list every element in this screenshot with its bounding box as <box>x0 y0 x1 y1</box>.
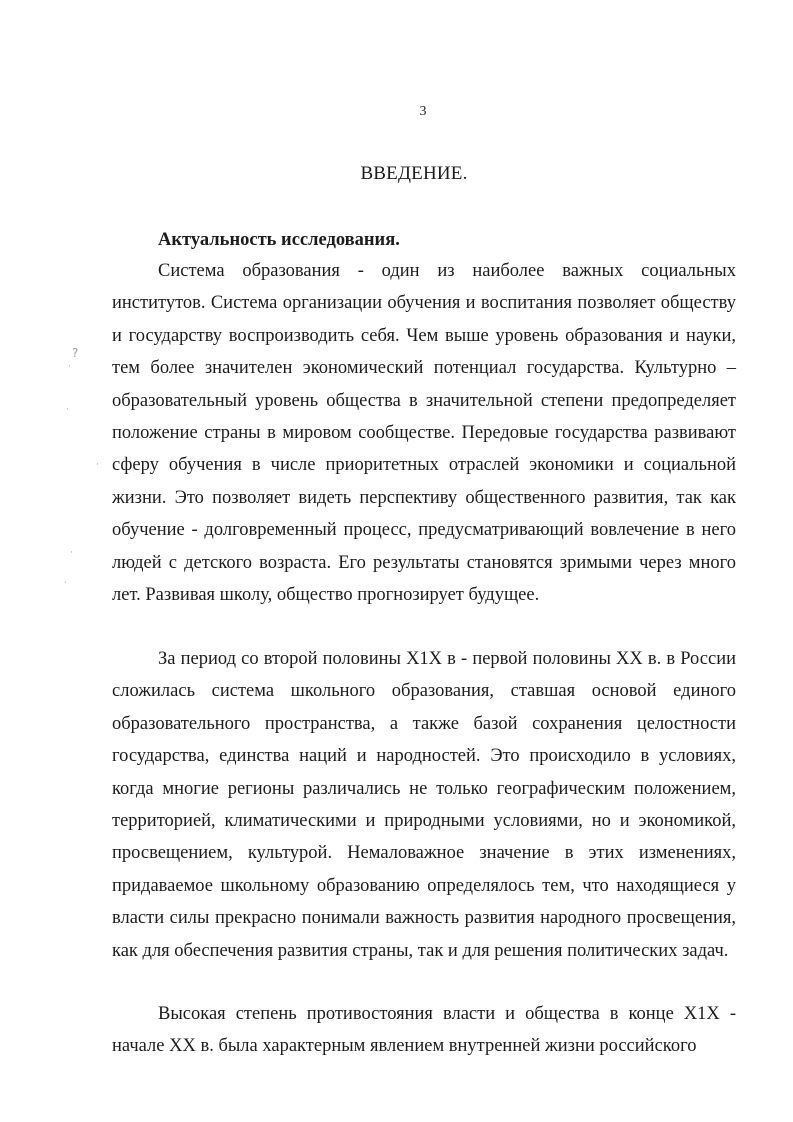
scan-mark-icon: ? <box>72 346 79 360</box>
scan-mark-icon: · <box>66 405 69 415</box>
scan-mark-icon: · <box>70 548 73 558</box>
scan-mark-icon: · <box>96 460 99 470</box>
section-heading: Актуальность исследования. <box>158 230 400 250</box>
paragraph: За период со второй половины X1X в - первой половины XX в. в России сложилась система школьного образования, ставшая основой единого образовательного пространства, а также базой сохранения целостности государства, единства наций и народностей. Это происходило в условиях, когда многие регионы различались не только географическим положением, территорией, климатическими и природными условиями, но и экономикой, просвещением, культурой. Немаловажное значение в этих изменениях, придаваемое школьному образованию определялось тем, что находящиеся у власти силы прекрасно понимали важность развития народного просвещения, как для обеспечения развития страны, так и для решения политических задач. <box>112 649 736 961</box>
page-title: ВВЕДЕНИЕ. <box>360 163 468 184</box>
page-number: 3 <box>419 104 427 119</box>
paragraph: Система образования - один из наиболее важных социальных институтов. Система организации обучения и воспитания позволяет обществу и государству воспроизводить себя. Чем выше уровень образования и науки, тем более значителен экономический потенциал государства. Культурно – образовательный уровень общества в значительной степени предопределяет положение страны в мировом сообществе. Передовые государства развивают сферу обучения в числе приоритетных отраслей экономики и социальной жизни. Это позволяет видеть перспективу общественного развития, так как обучение - долговременный процесс, предусматривающий вовлечение в него людей с детского возраста. Его результаты становятся зримыми через много лет. Развивая школу, общество прогнозирует будущее. <box>112 261 736 606</box>
paragraph: Высокая степень противостояния власти и общества в конце X1X - начале XX в. была характерным явлением внутренней жизни российского <box>112 1004 736 1057</box>
scan-mark-icon: · <box>68 362 71 372</box>
scan-mark-icon: · <box>64 578 67 588</box>
